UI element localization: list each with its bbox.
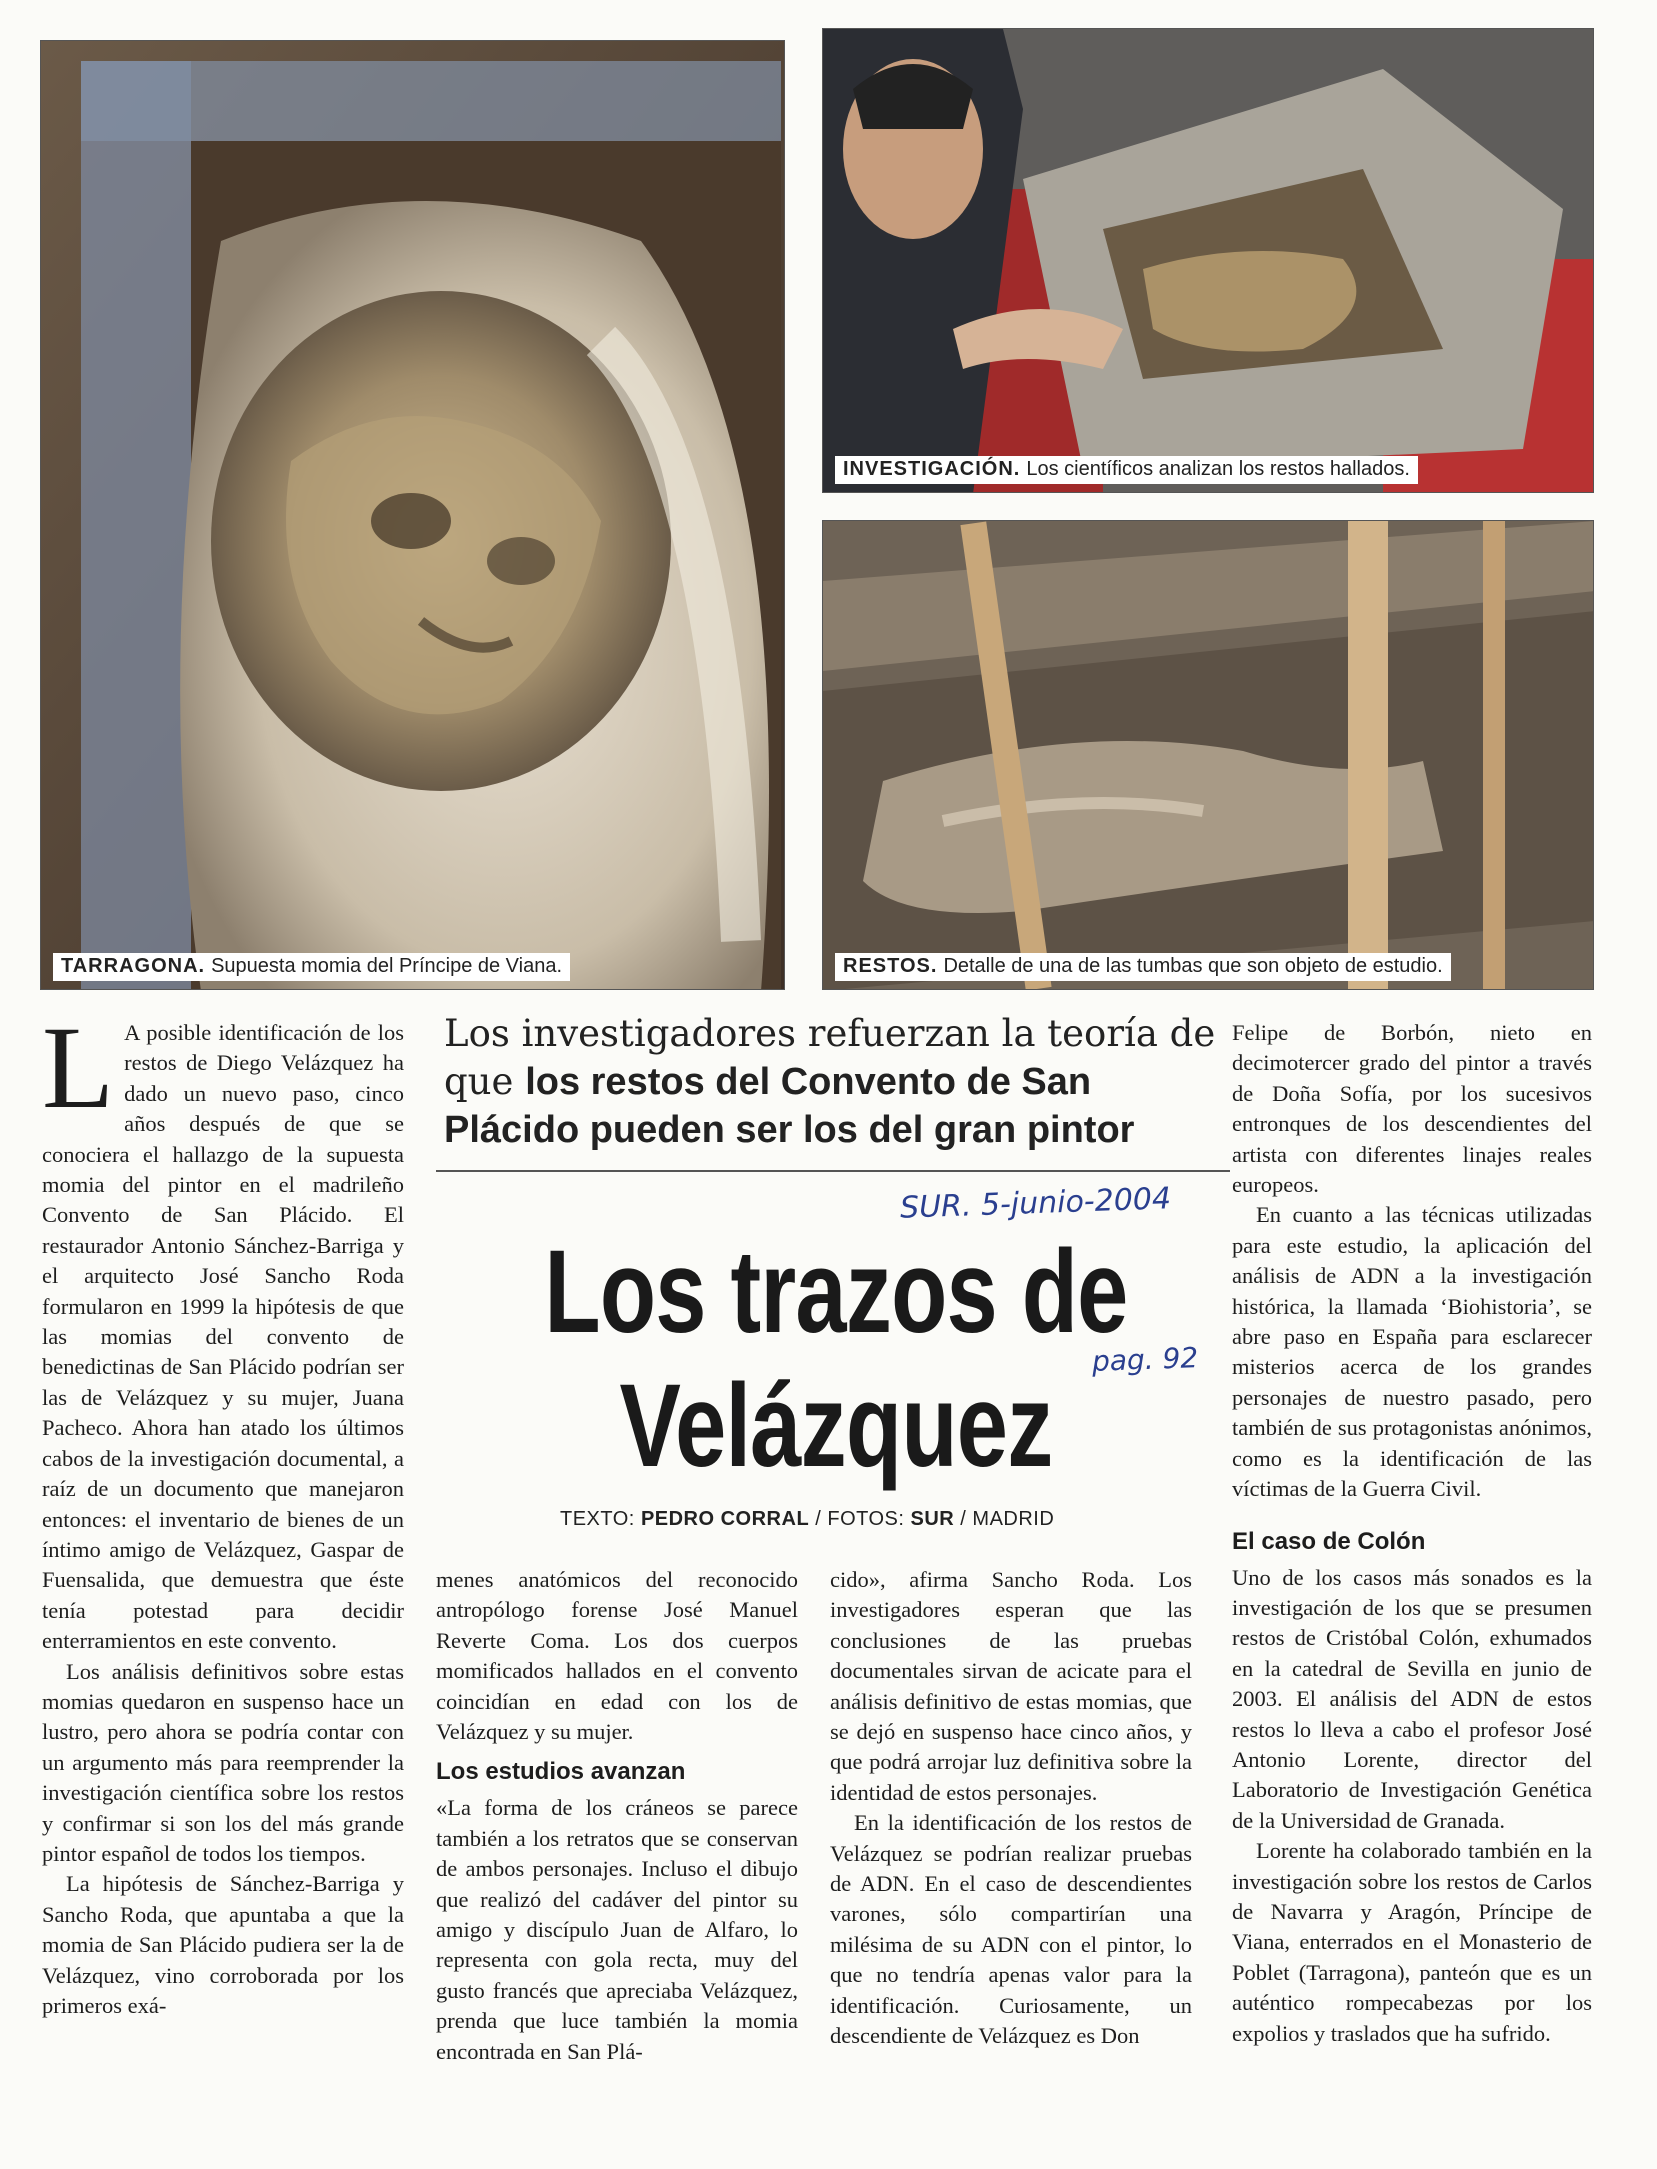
drop-cap: L bbox=[42, 1002, 115, 1133]
byline bbox=[560, 1508, 1054, 1531]
handwritten-page: pag. 92 bbox=[1091, 1341, 1199, 1378]
credit-place: / MADRID bbox=[960, 1508, 1055, 1530]
caption-label: RESTOS. bbox=[843, 955, 938, 977]
caption-label: TARRAGONA. bbox=[61, 955, 206, 977]
paragraph: La hipótesis de Sánchez-Barriga y Sancho Roda, que apuntaba a que la momia de San Plácido pudiera ser la de Velázquez, vino corroborada por los primeros exá- bbox=[42, 1871, 404, 2018]
paragraph: cido», afirma Sancho Roda. Los investigadores esperan que las conclusiones de las pruebas documentales sirvan de acicate para el análisis definitivo de estas momias, que se dejó en suspenso hace cinco años, y que podrá arrojar luz definitiva sobre la identidad de estos personajes. bbox=[830, 1567, 1192, 1805]
caption-label: INVESTIGACIÓN. bbox=[843, 458, 1021, 480]
mummy-image bbox=[41, 41, 785, 990]
subhead-estudios: Los estudios avanzan bbox=[436, 1758, 686, 1786]
lead-paragraph bbox=[42, 1002, 404, 1657]
credit-author: PEDRO CORRAL bbox=[640, 1508, 810, 1530]
headline: Los trazos de Velázquez bbox=[544, 1226, 1128, 1492]
credit-texto-label: TEXTO: bbox=[560, 1508, 635, 1530]
credit-fotos-label: / FOTOS: bbox=[815, 1508, 905, 1530]
deck-bold: los restos del Convento de San Plácido pueden ser los del gran pintor bbox=[444, 1061, 1135, 1151]
paragraph: Lorente ha colaborado también en la investigación sobre los restos de Carlos de Navarra y Aragón, Príncipe de Viana, enterrados en el Monasterio de Poblet (Tarragona), panteón que es un auténtico rompecabezas por los expolios y traslados que ha sufrido. bbox=[1232, 1838, 1592, 2046]
caption-text: Detalle de una de las tumbas que son objeto de estudio. bbox=[943, 955, 1443, 977]
deck-rule bbox=[436, 1170, 1230, 1172]
credit-fotos: SUR bbox=[910, 1508, 955, 1530]
subhead-colon: El caso de Colón bbox=[1232, 1527, 1426, 1555]
tomb-image bbox=[823, 521, 1594, 990]
investigation-image bbox=[823, 29, 1594, 493]
caption-text: Los científicos analizan los restos hallados. bbox=[1026, 458, 1410, 480]
paragraph: En cuanto a las técnicas utilizadas para este estudio, la aplicación del análisis de ADN a la investigación histórica, la llamada ‘Biohistoria’, se abre paso en España para esclarecer misterios acerca de los grandes personajes de nuestro pasado, pero también de sus protagonistas anónimos, como es la identificación de las víctimas de la Guerra Civil. bbox=[1232, 1202, 1592, 1502]
paragraph: En la identificación de los restos de Velázquez se podrían realizar pruebas de ADN. En el caso de descendientes varones, sólo compartirían una milésima de su ADN con el pintor, lo que no tendría apenas valor para la identificación. Curiosamente, un descendiente de Velázquez es Don bbox=[830, 1810, 1192, 2049]
photo-restos bbox=[822, 520, 1594, 990]
article-column-4 bbox=[1232, 1018, 1592, 2049]
photo-investigacion bbox=[822, 28, 1594, 493]
caption-tarragona bbox=[53, 953, 570, 981]
article-column-2 bbox=[436, 1565, 798, 2067]
caption-restos bbox=[835, 953, 1451, 981]
paragraph: «La forma de los cráneos se parece también a los retratos que se conservan de ambos personajes. Incluso el dibujo que realizó del cadáver del pintor su amigo y discípulo Juan de Alfaro, lo representa con gola recta, muy del gusto francés que apreciaba Velázquez, prenda que luce también la momia encontrada en San Plá- bbox=[436, 1795, 798, 2064]
paragraph: menes anatómicos del reconocido antropólogo forense José Manuel Reverte Coma. Los dos cuerpos momificados hallados en el convento coincidían en edad con los de Velázquez y su mujer. bbox=[436, 1567, 798, 1745]
article-column-3 bbox=[830, 1565, 1192, 2052]
article-column-1 bbox=[42, 1002, 404, 2021]
paragraph: Uno de los casos más sonados es la investigación de los que se presumen restos de Cristóbal Colón, exhumados en la catedral de Sevilla en junio de 2003. El análisis del ADN de estos restos lo lleva a cabo el profesor José Antonio Lorente, director del Laboratorio de Investigación Genética de la Universidad de Granada. bbox=[1232, 1564, 1592, 1833]
handwritten-date: SUR. 5-junio-2004 bbox=[899, 1181, 1172, 1226]
paragraph: Los análisis definitivos sobre estas momias quedaron en suspenso hace un lustro, pero ahora se podría contar con un argumento más para reemprender la investigación científica sobre los restos y confirmar si son los del más grande pintor español de todos los tiempos. bbox=[42, 1658, 404, 1866]
photo-mummy bbox=[40, 40, 785, 990]
paragraph: Felipe de Borbón, nieto en decimotercer grado del pintor a través de Doña Sofía, por los sucesivos entronques de los descendientes del artista con diferentes linajes reales europeos. bbox=[1232, 1020, 1592, 1198]
lead-text: A posible identificación de los restos de Diego Velázquez ha dado un nuevo paso, cinco años después de que se conociera el hallazgo de la supuesta momia del pintor en el madrileño Convento de San Plácido. El restaurador Antonio Sánchez-Barriga y el arquitecto José Sancho Roda formularon en 1999 la hipótesis de que las momias del convento de benedictinas de San Plácido podrían ser las de Velázquez y su mujer, Juana Pacheco. Ahora han atado los últimos cabos de la investigación documental, a raíz de un documento que manejaron entonces: el inventario de bienes de un íntimo amigo de Velázquez, Gaspar de Fuensalida, que demuestra que éste tenía potestad para decidir enterramientos en este convento. bbox=[42, 1020, 404, 1654]
caption-investigacion bbox=[835, 456, 1418, 484]
deck bbox=[444, 1010, 1224, 1154]
deck-regular: Los investigadores refuerzan la teoría de que bbox=[444, 1012, 1216, 1103]
caption-text: Supuesta momia del Príncipe de Viana. bbox=[211, 955, 563, 977]
